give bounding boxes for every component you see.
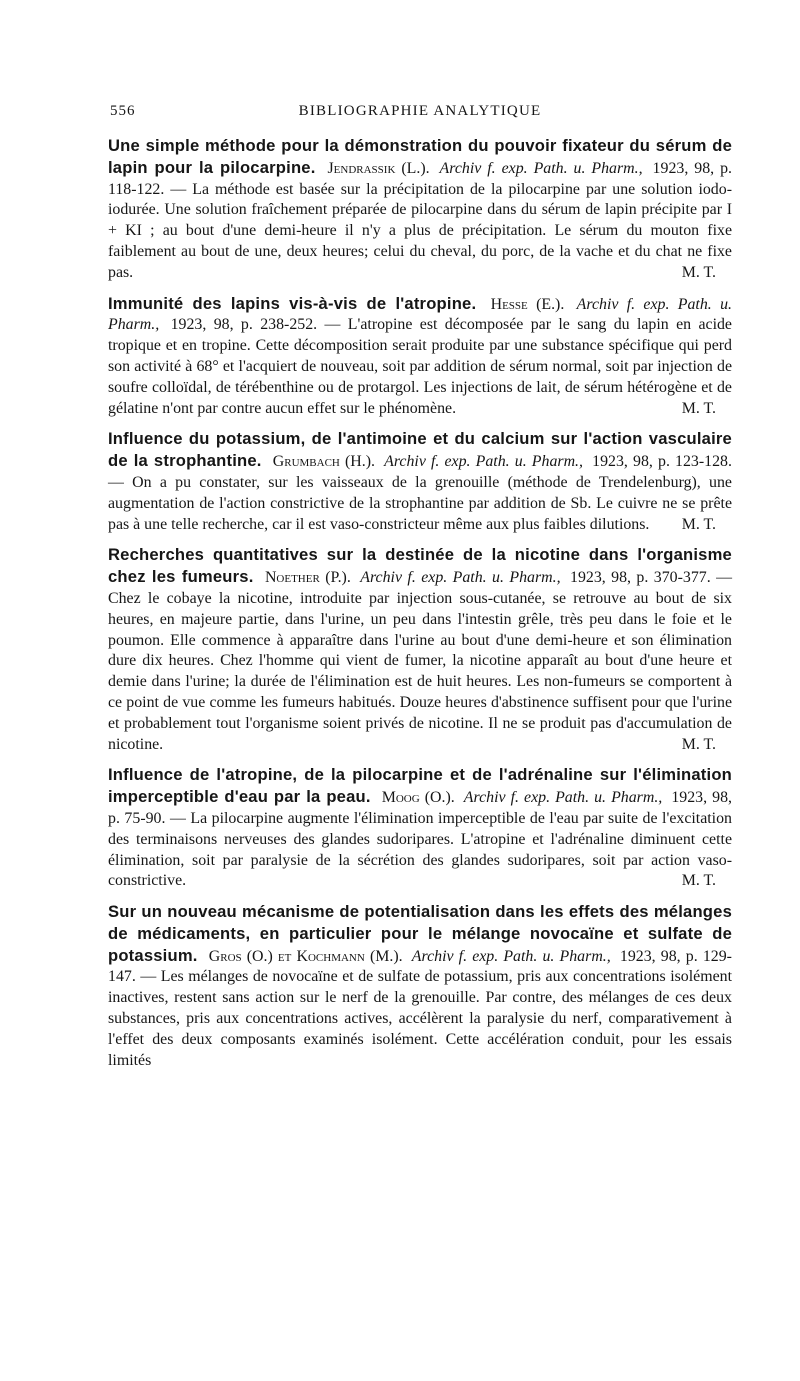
entry-title: Immunité des lapins vis-à-vis de l'atropine. [108, 293, 477, 313]
entry-journal: Archiv f. exp. Path. u. Pharm., [439, 159, 643, 177]
bibliography-entry [108, 765, 732, 892]
entry-author: Jendrassik (L.). [327, 159, 430, 177]
bibliography-entry [108, 136, 732, 284]
page-number: 556 [110, 103, 136, 119]
entry-abstract: 1923, 98, p. 75-90. — La pilocarpine augmente l'élimination imperceptible de l'eau par suite de l'excitation des terminaisons nerveuses des glandes sudoripares. L'atropine et l'adrénaline diminuent cette élimination, soit par paralysie de la sécrétion des glandes sudoripares, soit par action vaso-constrictive. [108, 789, 732, 890]
entry-abstract: 1923, 98, p. 118-122. — La méthode est basée sur la précipitation de la pilocarpine par une solution iodo-iodurée. Une solution fraîchement préparée de pilocarpine dans du sérum de lapin précipite par I + KI ; au bout d'une demi-heure il n'y a plus de précipitation. Le sérum du mouton fixe faiblement au bout de une, deux heures; celui du cheval, du porc, de la vache et du chat ne fixe pas. [108, 159, 732, 281]
entry-abstract: 1923, 98, p. 370-377. — Chez le cobaye la nicotine, introduite par injection sous-cutanée, se retrouve au bout de six heures, en majeure partie, dans l'urine, un peu dans l'intestin grêle, très peu dans le foie et le poumon. Elle commence à apparaître dans l'urine au bout d'une demi-heure et son élimination dure dix heures. Chez l'homme qui vient de fumer, la nicotine apparaît au bout d'une heure et demie dans l'urine; la durée de l'élimination est de huit heures. Les non-fumeurs se comportent à ce point de vue comme les fumeurs habitués. Douze heures d'abstinence suffisent pour que l'urine et probablement tout l'organisme soient privés de nicotine. Il ne se produit pas d'accumulation de nicotine. [108, 569, 732, 753]
entry-abstract: 1923, 98, p. 129-147. — Les mélanges de novocaïne et de sulfate de potassium, pris aux concentrations isolément inactives, restent sans action sur le nerf de la grenouille. Par contre, des mélanges de ces deux substances, pris aux concentrations actives, accélèrent la paralysie du nerf, comparativement à l'effet des deux composants examinés isolément. Cette accélération conduit, pour les essais limités [108, 947, 732, 1069]
running-title: BIBLIOGRAPHIE ANALYTIQUE [298, 103, 542, 119]
entry-signature: M. T. [681, 735, 716, 753]
entry-abstract: 1923, 98, p. 123-128. — On a pu constater, sur les vaisseaux de la grenouille (méthode de Trendelenburg), une augmentation de l'action constrictive de la strophantine par addition de Sb. Le cuivre ne se prête pas à une telle recherche, car il est vaso-constricteur même aux plus faibles dilutions. [108, 453, 732, 533]
entry-journal: Archiv f. exp. Path. u. Pharm., [360, 569, 561, 587]
entry-title: Sur un nouveau mécanisme de potentialisation dans les effets des mélanges de médicaments, en particulier pour le mélange novocaïne et sulfate de potassium. [108, 902, 732, 965]
entry-signature: M. T. [681, 263, 716, 281]
entry-title: Influence de l'atropine, de la pilocarpine et de l'adrénaline sur l'élimination imperceptible d'eau par la peau. [108, 765, 732, 807]
entry-author: Hesse (E.). [490, 295, 565, 313]
entry-signature: M. T. [681, 872, 716, 890]
entry-journal: Archiv f. exp. Path. u. Pharm., [108, 295, 732, 334]
entry-signature: M. T. [681, 515, 716, 533]
entry-abstract: 1923, 98, p. 238-252. — L'atropine est décomposée par le sang du lapin en acide tropique et en tropine. Cette décomposition serait produite par une substance spécifique qui perd son activité à 68° et l'acquiert de nouveau, soit par addition de sérum normal, soit par injection de soufre colloïdal, de térébenthine ou de protargol. Les injections de lait, de sérum hétérogène et de gélatine n'ont par contre aucun effet sur le phénomène. [108, 316, 732, 417]
page-header [110, 103, 730, 127]
bibliography-entry [108, 429, 732, 535]
entry-journal: Archiv f. exp. Path. u. Pharm., [411, 947, 611, 965]
bibliography-column [108, 136, 732, 1081]
entry-signature: M. T. [681, 399, 716, 417]
entry-title: Influence du potassium, de l'antimoine et du calcium sur l'action vasculaire de la strophantine. [108, 429, 732, 471]
entry-author: Moog (O.). [381, 789, 455, 807]
entry-journal: Archiv f. exp. Path. u. Pharm., [384, 453, 584, 471]
bibliography-entry [108, 294, 732, 420]
bibliography-entry [108, 545, 732, 755]
entry-journal: Archiv f. exp. Path. u. Pharm., [463, 789, 663, 807]
entry-author: Gros (O.) et Kochmann (M.). [208, 947, 403, 965]
entry-title: Une simple méthode pour la démonstration du pouvoir fixateur du sérum de lapin pour la pilocarpine. [108, 136, 732, 177]
entry-author: Noether (P.). [264, 569, 351, 587]
bibliography-entry [108, 902, 732, 1071]
entry-author: Grumbach (H.). [272, 453, 375, 471]
entry-title: Recherches quantitatives sur la destinée de la nicotine dans l'organisme chez les fumeurs. [108, 545, 732, 587]
